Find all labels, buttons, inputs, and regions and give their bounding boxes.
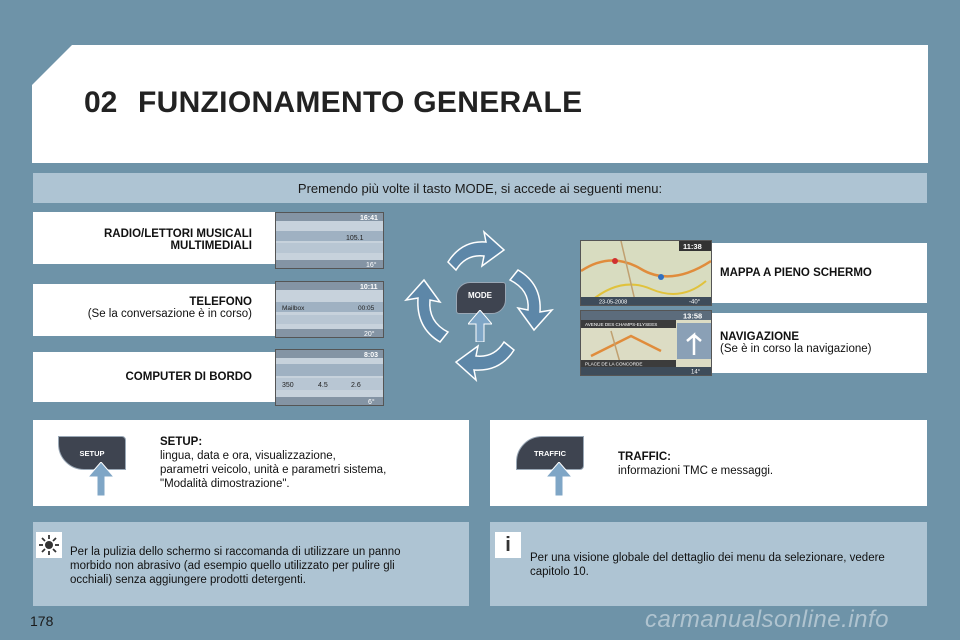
phone-time: 10:11 <box>360 284 378 291</box>
map-date: 23-05-2008 <box>599 299 628 305</box>
map-screen <box>580 240 712 306</box>
computer-time: 8:03 <box>364 352 379 359</box>
menu-label-mappa: MAPPA A PIENO SCHERMO <box>720 267 872 279</box>
arrow-right-icon <box>510 270 552 330</box>
menu-label-radio: RADIO/LETTORI MUSICALI MULTIMEDIALI <box>103 228 252 252</box>
phone-label: Mailbox <box>282 305 305 312</box>
nav-time: 13:58 <box>683 311 703 321</box>
setup-button-label: SETUP <box>79 449 105 458</box>
page-title: FUNZIONAMENTO GENERALE <box>138 86 583 119</box>
traffic-press-arrow-icon <box>546 462 572 496</box>
radio-time: 16:41 <box>360 215 378 222</box>
nav-temp: 14° <box>691 369 701 375</box>
setup-description: SETUP: lingua, data e ora, visualizzazione, parametri veicolo, unità e parametri sistema, "Modalità dimostrazione". <box>160 436 387 490</box>
arrow-left-icon <box>406 280 448 342</box>
setup-press-arrow-icon <box>88 462 114 496</box>
radio-screen <box>275 212 384 269</box>
map-temp: -40° <box>689 299 701 305</box>
mode-button-label: MODE <box>468 291 492 300</box>
computer-val1: 350 <box>282 382 294 389</box>
menu-label-computer: COMPUTER DI BORDO <box>125 371 252 383</box>
page-number: 178 <box>30 613 54 629</box>
info-note-text: Per una visione globale del dettaglio dei menu da selezionare, vedere capitolo 10. <box>530 552 885 578</box>
menu-label-navigazione: NAVIGAZIONE (Se è in corso la navigazione) <box>720 331 872 355</box>
nav-street2: PLACE DE LA CONCORDE <box>585 361 643 367</box>
traffic-button-label: TRAFFIC <box>533 449 567 458</box>
nav-screen <box>580 310 712 376</box>
mode-press-arrow-icon <box>468 310 492 342</box>
computer-screen <box>275 349 384 406</box>
watermark: carmanualsonline.info <box>645 606 889 633</box>
arrow-bottom-icon <box>456 342 514 380</box>
map-time: 11:38 <box>683 242 702 251</box>
radio-temp: 16° <box>366 262 377 268</box>
computer-val2: 4.5 <box>318 382 328 389</box>
traffic-description: TRAFFIC: informazioni TMC e messaggi. <box>618 451 774 477</box>
intro-text: Premendo più volte il tasto MODE, si accede ai seguenti menu: <box>297 181 663 196</box>
menu-label-telefono: TELEFONO (Se la conversazione è in corso) <box>87 296 252 320</box>
nav-street1: AVENUE DES CHAMPS-ELYSEES <box>585 322 658 327</box>
phone-screen <box>275 281 384 338</box>
sun-icon <box>36 532 62 558</box>
cleaning-note-text: Per la pulizia dello schermo si raccomanda di utilizzare un panno morbido non abrasivo (ad esempio quello utilizzato per pulire gli occhiali) senza aggiungere prodotti detergenti. <box>70 546 401 586</box>
computer-val3: 2.6 <box>351 382 361 389</box>
chapter-number: 02 <box>84 86 118 119</box>
info-icon: i <box>495 532 521 558</box>
phone-temp: 20° <box>364 331 375 337</box>
phone-duration: 00:05 <box>358 305 375 312</box>
arrow-top-icon <box>448 232 504 270</box>
radio-freq: 105.1 <box>346 235 364 242</box>
computer-temp: 6° <box>368 399 375 405</box>
